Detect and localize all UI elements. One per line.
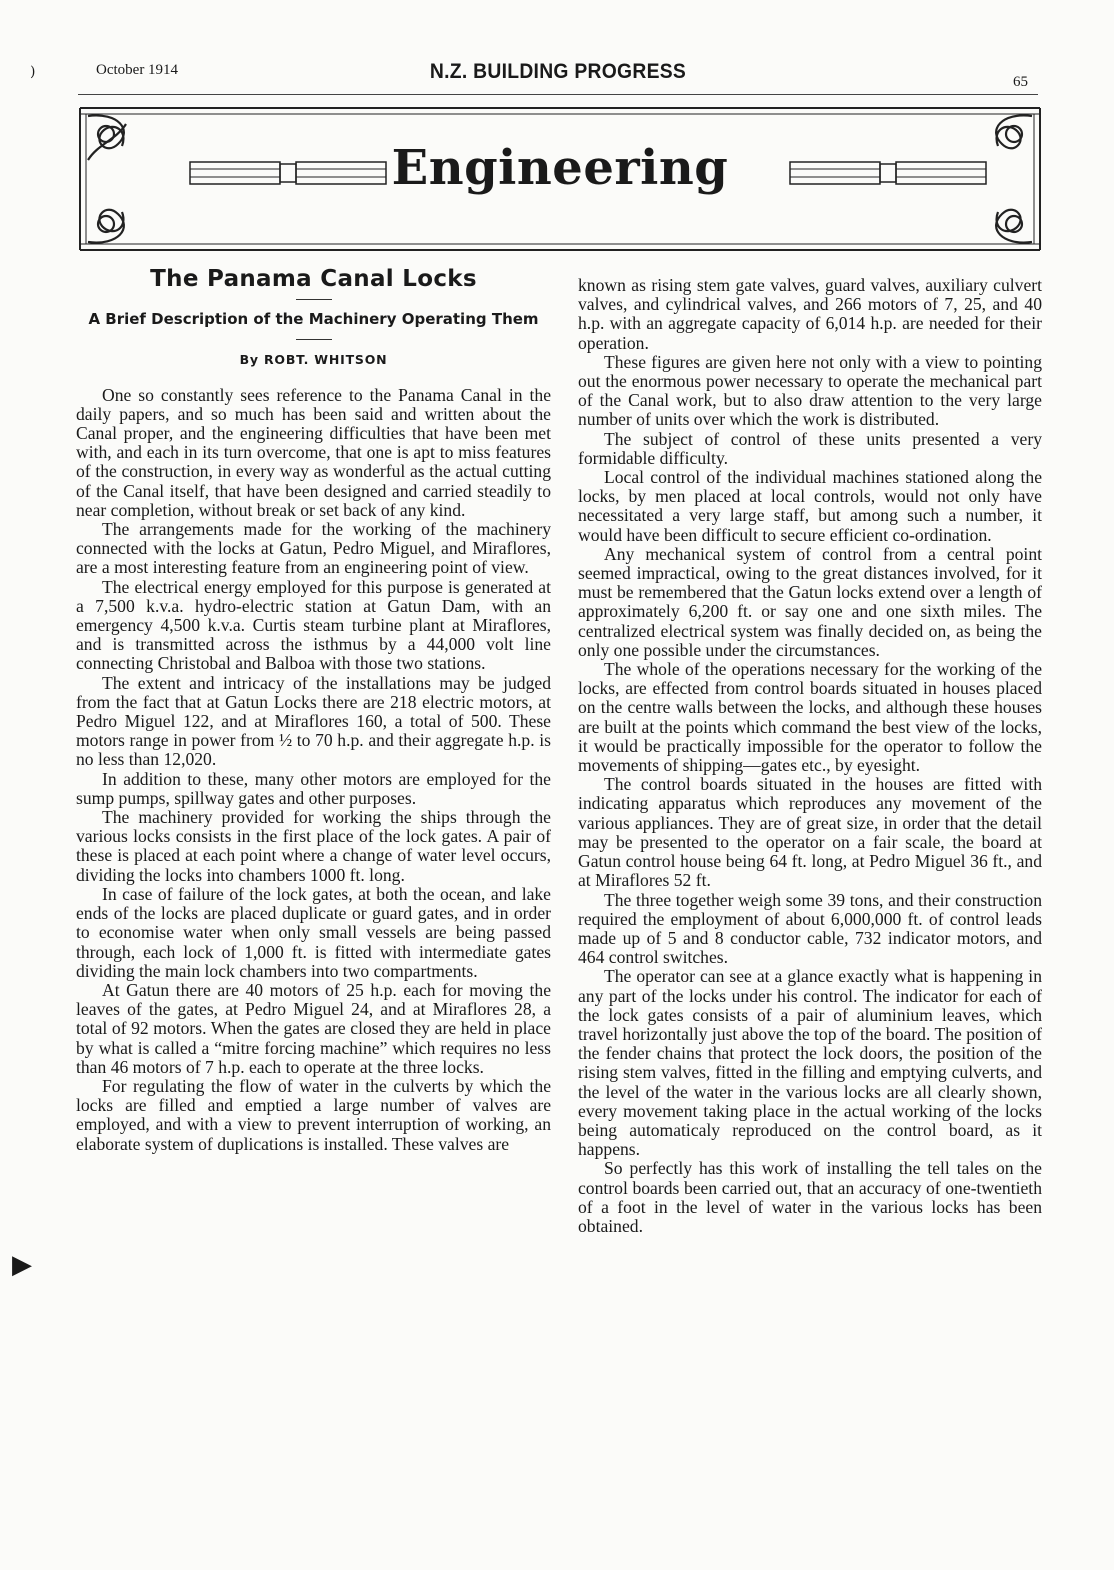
paragraph: The electrical energy employed for this purpose is generated at a 7,500 k.v.a. hydro-electric station at Gatun Dam, with an emergency 4,500 k.v.a. Curtis steam turbine plant at Miraflores, and is transmitted across the isthmus by a 44,000 volt line connecting Christobal and Balboa with those two stations. [76, 576, 551, 674]
paragraph: The subject of control of these units presented a very formidable difficulty. [578, 428, 1042, 468]
paragraph: At Gatun there are 40 motors of 25 h.p. each for moving the leaves of the gates, at Pedro Miguel 24, and at Miraflores 28, a total of 92 motors. When the gates are closed they are held in place by what is called a “mitre forcing machine” which requires no less than 46 motors of 7 h.p. each to operate at the three locks. [76, 979, 551, 1077]
title-rule [296, 299, 332, 300]
byline: By ROBT. WHITSON [239, 352, 388, 368]
paragraph: These figures are given here not only with a view to pointing out the enormous power necessary to operate the mechanical part of the Canal work, but to also draw attention to the very large number of units over which the work is distributed. [578, 351, 1042, 430]
subtitle-rule [296, 339, 332, 340]
paragraph: The three together weigh some 39 tons, and their construction required the employment of about 6,000,000 ft. of control leads made up of 5 and 8 conductor cable, 732 indicator motors, and 464 control switches. [578, 889, 1042, 968]
section-title: Engineering [391, 140, 729, 196]
paragraph: One so constantly sees reference to the Panama Canal in the daily papers, and so much has been said and written about the Canal proper, and the engineering difficulties that have been met with, and each in its turn overcome, that one is apt to miss features of the construction, in every way as wonderful as the actual cutting of the Canal itself, that have been designed and carried steadily to near completion, without break or set back of any kind. [76, 384, 551, 520]
article-title: The Panama Canal Locks [150, 266, 477, 292]
paragraph: The whole of the operations necessary for the working of the locks, are effected from control boards situated in houses placed on the centre walls between the locks, and although these houses are built at the points which command the best view of the locks, it would be practically impossible for the operator to follow the movements of shipping—gates etc., by eyesight. [578, 659, 1042, 776]
paragraph-continuation: known as rising stem gate valves, guard valves, auxiliary culvert valves, and cylindrical valves, and 266 motors of 7, 25, and 40 h.p. with an aggregate capacity of 6,014 h.p. are needed for their operation. [578, 275, 1042, 353]
paragraph: For regulating the flow of water in the culverts by which the locks are filled and emptied a large number of valves are employed, and with a view to prevent interruption of working, an elaborate system of duplications is installed. These valves are [76, 1075, 551, 1154]
article-subtitle: A Brief Description of the Machinery Operating Them [88, 310, 539, 329]
issue-date: October 1914 [96, 62, 179, 78]
section-banner [78, 100, 1042, 258]
paragraph: The machinery provided for working the ships through the various locks consists in the first place of the lock gates. A pair of these is placed at each point where a change of water level occurs, dividing the locks into chambers 1000 ft. long. [76, 807, 551, 885]
running-head [78, 58, 1038, 95]
paragraph: The extent and intricacy of the installations may be judged from the fact that at Gatun Locks there are 218 electric motors, at Pedro Miguel 122, and at Miraflores 160, a total of 500. These motors range in power from ½ to 70 h.p. and their aggregate h.p. is no less than 12,020. [76, 672, 551, 770]
paragraph: The operator can see at a glance exactly what is happening in any part of the locks under his control. The indicator for each of the lock gates consists of a pair of aluminium leaves, which travel horizontally just above the top of the board. The position of the fender chains that protect the lock doors, the position of the rising stem valves, fitted in the filling and emptying culverts, and the level of the water in the various locks are all clearly shown, every movement taking place in the actual working of the locks being automaticaly reproduced on the control board, as it happens. [578, 966, 1042, 1160]
paragraph: In case of failure of the lock gates, at both the ocean, and lake ends of the locks are placed duplicate or guard gates, and in order to economise water when only small vessels are being passed through, each lock of 1,000 ft. is fitted with intermediate gates dividing the main lock chambers into two compartments. [76, 883, 551, 981]
paragraph: So perfectly has this work of installing the tell tales on the control boards been carried out, that an accuracy of one-twentieth of a foot in the level of water in the various locks has been obtained. [578, 1158, 1042, 1236]
paragraph: Local control of the individual machines stationed along the locks, by men placed at local controls, would not only have necessitated a very large staff, but among such a number, it would have been difficult to secure efficient co-ordination. [578, 467, 1042, 545]
left-column [76, 266, 551, 1154]
paragraph: Any mechanical system of control from a central point seemed impractical, owing to the great distances involved, for it must be remembered that the Gatun locks extend over a length of approximately 6,200 ft. or say one and one sixth miles. The centralized electrical system was finally decided on, as being the only one possible under the circumstances. [578, 543, 1042, 660]
margin-mark-top: ) [30, 64, 36, 80]
paragraph: The control boards situated in the houses are fitted with indicating apparatus which reproduces any movement of the various appliances. They are of great size, in order that the detail may be presented to the operator on a fair scale, the board at Gatun control house being 64 ft. long, at Pedro Miguel 36 ft., and at Miraflores 52 ft. [578, 774, 1042, 891]
paragraph: The arrangements made for the working of the machinery connected with the locks at Gatun, Pedro Miguel, and Miraflores, are a most interesting feature from an engineering point of view. [76, 519, 551, 578]
margin-mark-arrow: ▶ [12, 1250, 32, 1280]
paragraph: In addition to these, many other motors are employed for the sump pumps, spillway gates and other purposes. [76, 768, 551, 808]
publication-title: N.Z. BUILDING PROGRESS [429, 60, 687, 83]
page-number: 65 [1013, 74, 1028, 90]
right-column [578, 276, 1042, 1236]
